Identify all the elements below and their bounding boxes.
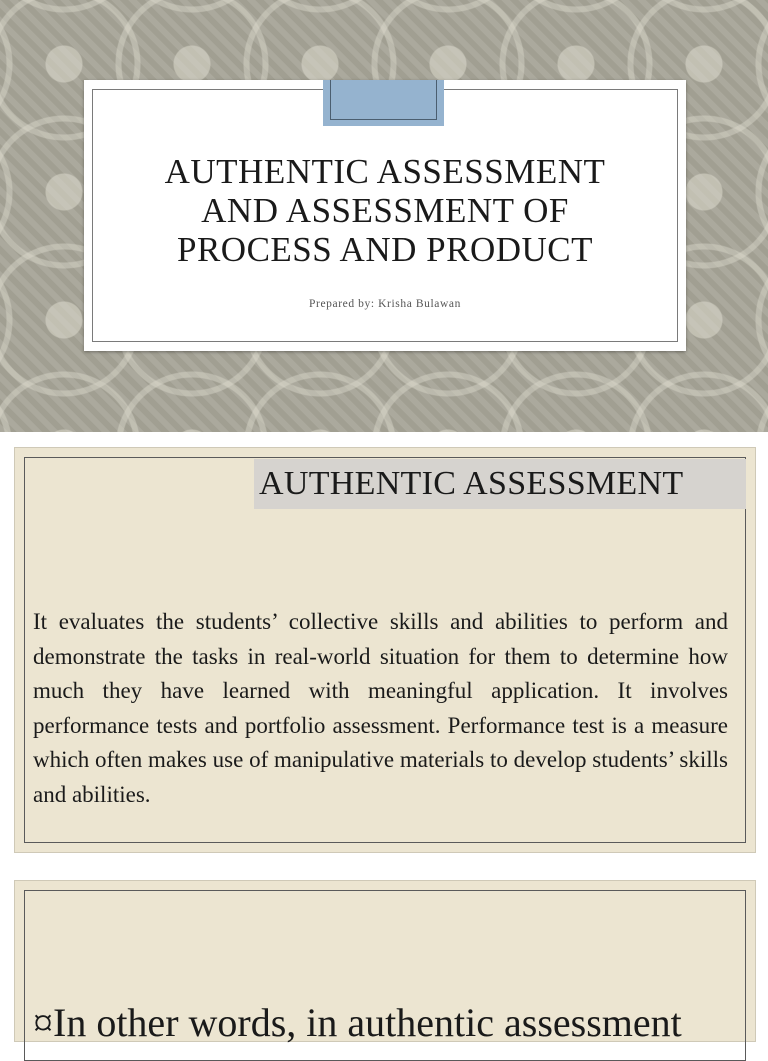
slide-heading: AUTHENTIC ASSESSMENT: [259, 465, 684, 502]
title-line-3: PROCESS AND PRODUCT: [177, 230, 593, 269]
title-line-1: AUTHENTIC ASSESSMENT: [164, 152, 606, 191]
content-slide-authentic-assessment: [14, 447, 756, 853]
title-tab-border: [330, 80, 437, 120]
slide-body-text: It evaluates the students’ collective skills and abilities to perform and demonstrate the tasks in real-world situation for them to determine how much they have learned with meaningful application. It involves performance tests and portfolio assessment. Performance test is a measure which often makes use of manipulative materials to develop students’ skills and abilities.: [33, 609, 728, 807]
slide-bullet-text: ¤In other words, in authentic assessment: [33, 1000, 682, 1045]
title-line-2: AND ASSESSMENT OF: [201, 191, 569, 230]
title-slide: [0, 0, 768, 432]
presentation-subtitle: Prepared by: Krisha Bulawan: [309, 298, 461, 310]
title-tab-decoration: [323, 80, 444, 126]
presentation-title: [84, 152, 686, 269]
content-slide-partial: [14, 880, 756, 1045]
